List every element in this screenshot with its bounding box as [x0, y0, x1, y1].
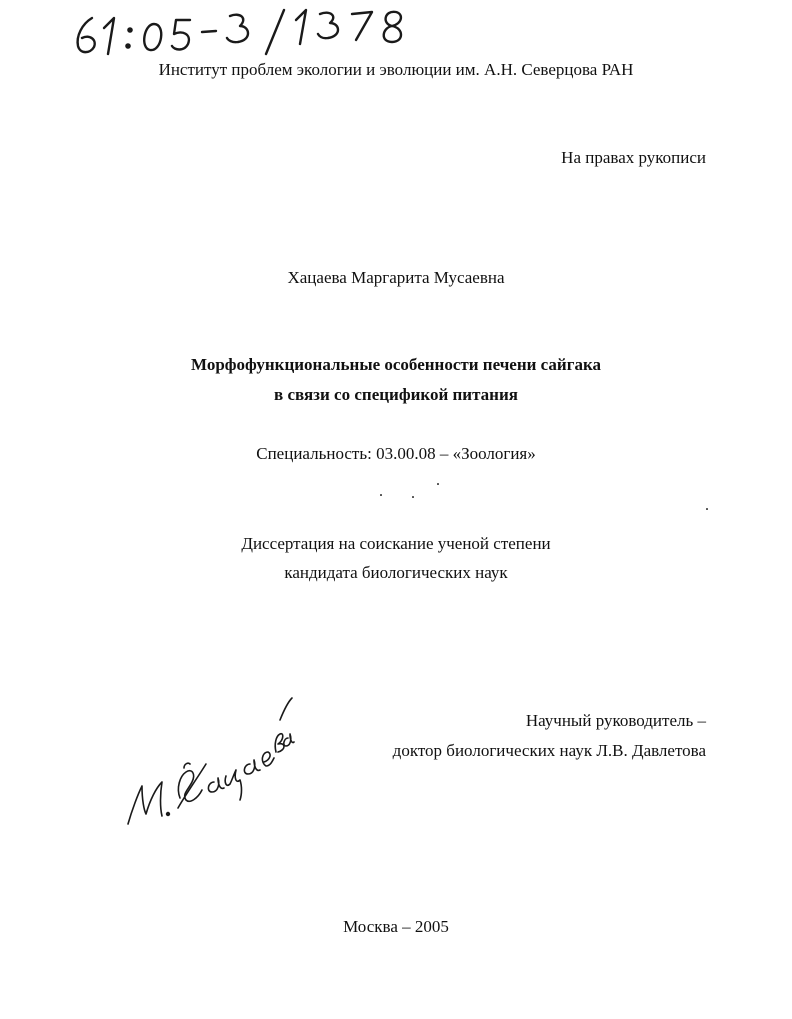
institute-name: Институт проблем экологии и эволюции им. А.Н. Северцова РАН	[158, 60, 634, 79]
archive-code-handwritten	[70, 2, 420, 62]
author-signature	[120, 690, 295, 835]
scan-speck	[412, 496, 414, 498]
author-name: Хацаева Маргарита Мусаевна	[287, 268, 505, 287]
place-and-year: Москва – 2005	[343, 917, 449, 936]
scan-speck	[437, 483, 439, 485]
manuscript-rights-note: На правах рукописи	[561, 148, 706, 167]
scan-speck	[380, 494, 382, 496]
advisor-role: Научный руководитель –	[525, 711, 706, 730]
specialty: Специальность: 03.00.08 – «Зоология»	[256, 444, 536, 463]
thesis-title-line-1: Морфофункциональные особенности печени сайгака	[191, 355, 601, 374]
degree-line-2: кандидата биологических наук	[284, 563, 508, 582]
thesis-title-line-2: в связи со спецификой питания	[274, 385, 518, 404]
advisor-name: доктор биологических наук Л.В. Давлетова	[392, 741, 706, 760]
scan-speck	[706, 508, 708, 510]
degree-line-1: Диссертация на соискание ученой степени	[241, 534, 551, 553]
